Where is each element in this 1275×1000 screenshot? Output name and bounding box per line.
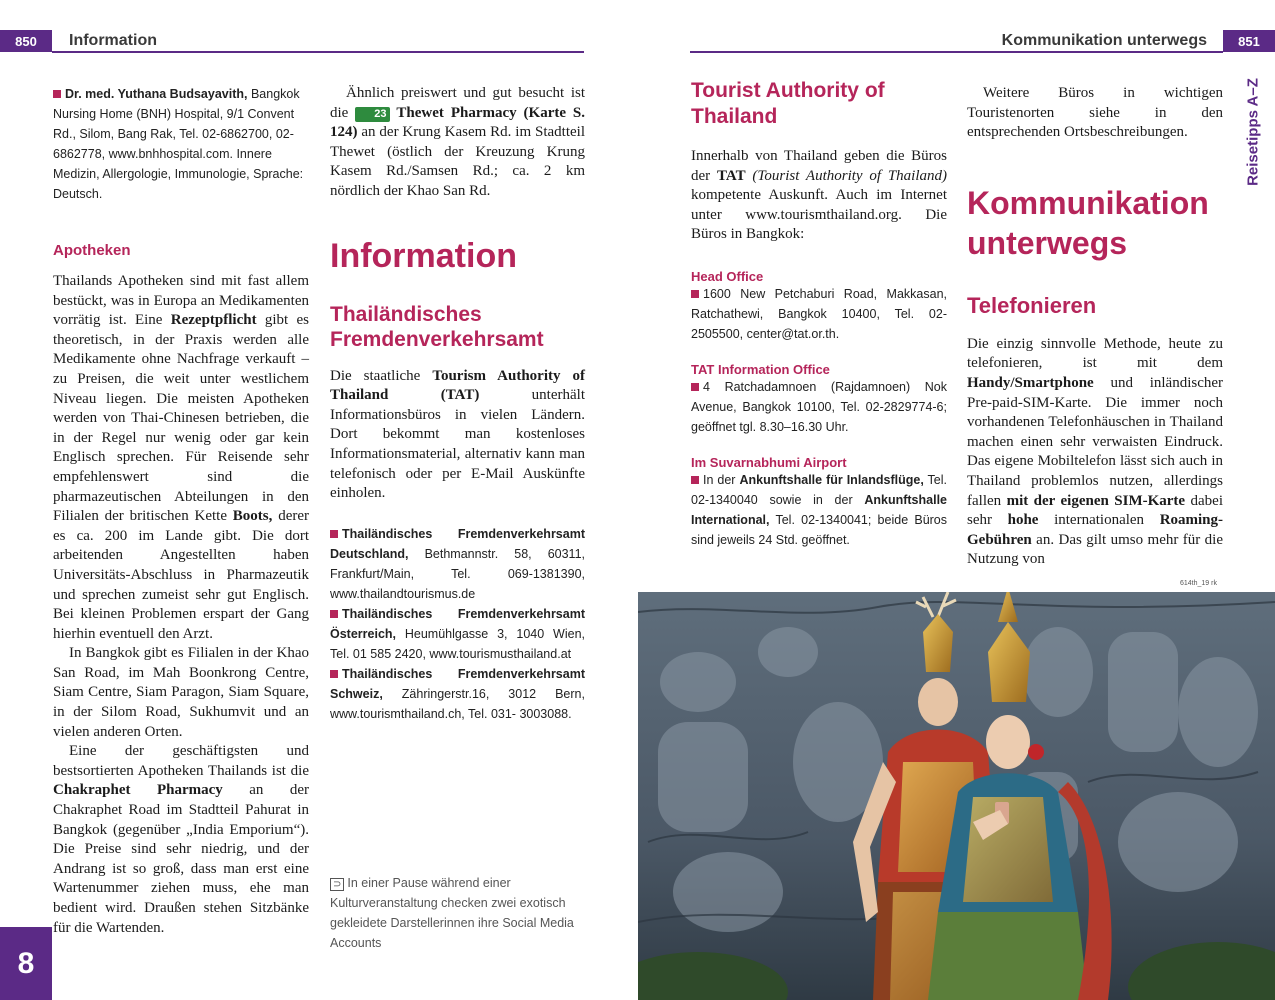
chapter-tab: 8 bbox=[0, 927, 52, 1000]
text-run: Tel. 02-1340040 sowie in der bbox=[691, 472, 947, 507]
header-rule-left bbox=[52, 51, 584, 53]
sim-term: mit der eigenen SIM-Karte bbox=[1006, 492, 1186, 509]
head-office-text: 1600 New Petchaburi Road, Makkasan, Ratchathewi, Bangkok 10400, Tel. 02-2505500, center@tat.or.th. bbox=[691, 286, 947, 341]
thewet-paragraph bbox=[330, 84, 585, 202]
head-office-heading: Head Office bbox=[691, 268, 764, 284]
running-head-right: Kommunikation unterwegs bbox=[1001, 32, 1207, 49]
thewet-pharmacy-term: Thewet Pharmacy (Karte S. 124) bbox=[330, 104, 586, 141]
doctor-details: Bangkok Nursing Home (BNH) Hospital, 9/1 Convent Rd., Silom, Bang Rak, Tel. 02-6862700, 02-6862778, www.bnhhospital.com. Innere Medizin, Allergologie, Immunologie, Sprache: Deutsch. bbox=[53, 87, 304, 201]
fva-austria bbox=[330, 604, 585, 664]
bullet-icon bbox=[691, 476, 699, 484]
bullet-icon bbox=[330, 670, 338, 678]
dancers-photo bbox=[638, 592, 1275, 1000]
telefonieren-paragraph bbox=[967, 335, 1223, 570]
text-run: unterhält Informationsbüros in vielen Ländern. Dort bekommt man kostenloses Informationsmaterial, alternativ kann man telefonisch oder per E-Mail Auskünfte einholen. bbox=[330, 387, 585, 502]
text-run: internationalen bbox=[1054, 512, 1145, 529]
fva-germany-name: Thailändisches Fremdenverkehrsamt Deutschland, bbox=[330, 526, 585, 561]
tat-heading: Tourist Authority of Thailand bbox=[691, 79, 885, 128]
text-run: Thailands Apotheken sind mit fast allem bestückt, was in Europa an Medikamenten vorrätig ist. Eine bbox=[53, 273, 309, 329]
boots-term: Boots, bbox=[232, 508, 273, 525]
doctor-name: Dr. med. Yuthana Budsayavith, bbox=[65, 87, 248, 101]
column-3 bbox=[691, 78, 947, 550]
text-run: derer es ca. 200 im Lande gibt. Die dort arbeitenden Angestellten haben Universitäts-Abschluss in Pharmazeutik und sprechen zumeist sehr gut Englisch. Bei kleinen Problemen erspart der Gang hierhin eventuell den Arzt. bbox=[53, 508, 309, 642]
fva-switzerland-details: Zähringerstr.16, 3012 Bern, www.tourismthailand.ch, Tel. 031- 3003088. bbox=[330, 686, 585, 721]
hohe-term: hohe bbox=[1007, 512, 1039, 529]
header-rule-right bbox=[690, 51, 1223, 53]
apotheken-paragraph-3 bbox=[53, 742, 309, 938]
fva-switzerland bbox=[330, 664, 585, 724]
fva-austria-details: Heumühlgasse 3, 1040 Wien, Tel. 01 585 2420, www.tourismusthailand.at bbox=[330, 626, 585, 661]
column-1 bbox=[53, 84, 309, 938]
fva-germany bbox=[330, 524, 585, 604]
information-heading: Information bbox=[330, 236, 517, 275]
text-run: dabei sehr bbox=[967, 492, 1223, 529]
column-4 bbox=[967, 84, 1223, 570]
caption-arrow-icon: ⊃ bbox=[330, 878, 344, 891]
info-office-text: 4 Ratchadamnoen (Rajdamnoen) Nok Avenue, Bangkok 10100, Tel. 02-2829774-6; geöffnet tgl. 8.30–16.30 Uhr. bbox=[691, 379, 947, 434]
bullet-icon bbox=[330, 610, 338, 618]
rezeptpflicht-term: Rezeptpflicht bbox=[170, 312, 257, 329]
text-run: an der Chakraphet Road im Stadtteil Pahurat in Bangkok (gegenüber „India Emporium“). Die Preise sind sehr niedrig, und der Andrang ist so groß, dass man erst eine Wartenummer ziehen muss, ehe man bedient wird. Draußen stehen Sitzbänke für die Wartenden. bbox=[53, 782, 309, 936]
text-run: gibt es theoretisch, in der Praxis werden alle Medikamente ohne Nachfrage verkauft – zu Preisen, die weit unter westlichem Niveau liegen. Die meisten Apotheken werden von Thai-Chinesen betrieben, die in der Regel nur wenig oder gar kein Englisch sprechen. Für Reisende sehr empfehlenswert sind die pharmazeutischen Abteilungen in den Filialen der britischen Kette bbox=[53, 312, 309, 525]
caption-text: In einer Pause während einer Kulturveranstaltung checken zwei exotisch gekleidete Darstellerinnen ihre Social Media Accounts bbox=[330, 876, 574, 950]
page-number-left: 850 bbox=[0, 30, 52, 52]
apotheken-paragraph-2: In Bangkok gibt es Filialen in der Khao San Road, im Mah Boonkrong Centre, Siam Centre, Siam Paragon, Siam Square, in der Silom Road, Sukhumvit und an vielen anderen Orten. bbox=[53, 645, 309, 740]
photo-credit: 614th_19 rk bbox=[1180, 580, 1217, 587]
fva-austria-name: Thailändisches Fremdenverkehrsamt Österreich, bbox=[330, 606, 585, 641]
bullet-icon bbox=[53, 90, 61, 98]
bullet-icon bbox=[330, 530, 338, 538]
more-offices-text: Weitere Büros in wichtigen Touristenorten siehe in den entsprechenden Ortsbeschreibungen. bbox=[967, 85, 1223, 141]
text-run: kompetente Auskunft. Auch im Internet unter www.tourismthailand.org. Die Büros in Bangkok: bbox=[691, 187, 947, 243]
bullet-icon bbox=[691, 290, 699, 298]
side-tab bbox=[1230, 52, 1275, 212]
tat-term: Tourism Authority of Thailand (TAT) bbox=[330, 367, 585, 404]
dancers-photo-illustration bbox=[638, 592, 1275, 1000]
text-run: an. Das gilt umso mehr für die Nutzung von bbox=[967, 531, 1224, 568]
tat-abbrev: TAT bbox=[716, 167, 746, 184]
running-head-left: Information bbox=[69, 32, 157, 49]
apotheken-heading: Apotheken bbox=[53, 242, 131, 259]
text-run: In der bbox=[703, 472, 736, 487]
text-run: Innerhalb von Thailand geben die Büros der bbox=[691, 148, 947, 184]
info-office-heading: TAT Information Office bbox=[691, 361, 830, 377]
page-number-right: 851 bbox=[1223, 30, 1275, 52]
more-offices-paragraph bbox=[967, 84, 1223, 143]
fva-addresses bbox=[330, 524, 585, 724]
domestic-arrival-term: Ankunftshalle für Inlandsflüge, bbox=[739, 472, 924, 487]
chakraphet-term: Chakraphet Pharmacy bbox=[53, 782, 223, 799]
doctor-entry bbox=[53, 84, 309, 204]
fremdenverkehrsamt-heading: Thailändisches Fremdenverkehrsamt bbox=[330, 302, 544, 351]
international-arrival-term: Ankunftshalle International, bbox=[691, 492, 947, 527]
side-tab-label: Reisetipps A–Z bbox=[1244, 78, 1261, 186]
handy-term: Handy/Smartphone bbox=[967, 374, 1094, 391]
text-run: Die einzig sinnvolle Methode, heute zu telefonieren, ist mit dem bbox=[967, 335, 1223, 372]
fva-germany-details: Bethmannstr. 58, 60311, Frankfurt/Main, Tel. 069-1381390, www.thailandtourismus.de bbox=[330, 546, 585, 601]
text-run: und inländischer Pre-paid-SIM-Karte. Die immer noch vorhandenen Telefonhäuschen in Thailand machen einen sehr verwaisten Eindruck. Das eigene Mobiltelefon lässt sich auch in Thailand problemlos nutzen, allerdings fallen bbox=[967, 374, 1224, 509]
head-office-entry bbox=[691, 284, 947, 344]
bullet-icon bbox=[691, 383, 699, 391]
kommunikation-heading: Kommunikation unterwegs bbox=[967, 184, 1209, 261]
photo-caption bbox=[330, 873, 575, 953]
apotheken-paragraph-1 bbox=[53, 272, 309, 644]
tat-fullname: (Tourist Authority of Thailand) bbox=[752, 167, 948, 184]
text-run: Eine der geschäftigsten und bestsortierten Apotheken Thailands ist die bbox=[53, 743, 309, 779]
info-office-entry bbox=[691, 377, 947, 437]
airport-heading: Im Suvarnabhumi Airport bbox=[691, 454, 847, 470]
text-run: Tel. 02-1340041; beide Büros sind jeweils 24 Std. geöffnet. bbox=[691, 512, 948, 547]
roaming-term: Roaming-Gebühren bbox=[967, 512, 1224, 548]
tat-intro-paragraph bbox=[330, 367, 585, 504]
map-number-badge: 23 bbox=[355, 107, 389, 122]
telefonieren-heading: Telefonieren bbox=[967, 292, 1097, 318]
text-run: an der Krung Kasem Rd. im Stadtteil Thewet (östlich der Kreuzung Krung Kasem Rd./Samsen Rd.; ca. 2 km nördlich der Khao San Rd. bbox=[330, 124, 585, 199]
text-run: Ähnlich preiswert und gut besucht ist die bbox=[330, 85, 585, 121]
text-run: Die staatliche bbox=[330, 367, 421, 384]
tat-paragraph bbox=[691, 147, 947, 245]
column-2 bbox=[330, 84, 586, 950]
apotheken-text bbox=[53, 272, 309, 938]
airport-entry bbox=[691, 470, 947, 550]
fva-switzerland-name: Thailändisches Fremdenverkehrsamt Schweiz, bbox=[330, 666, 585, 701]
